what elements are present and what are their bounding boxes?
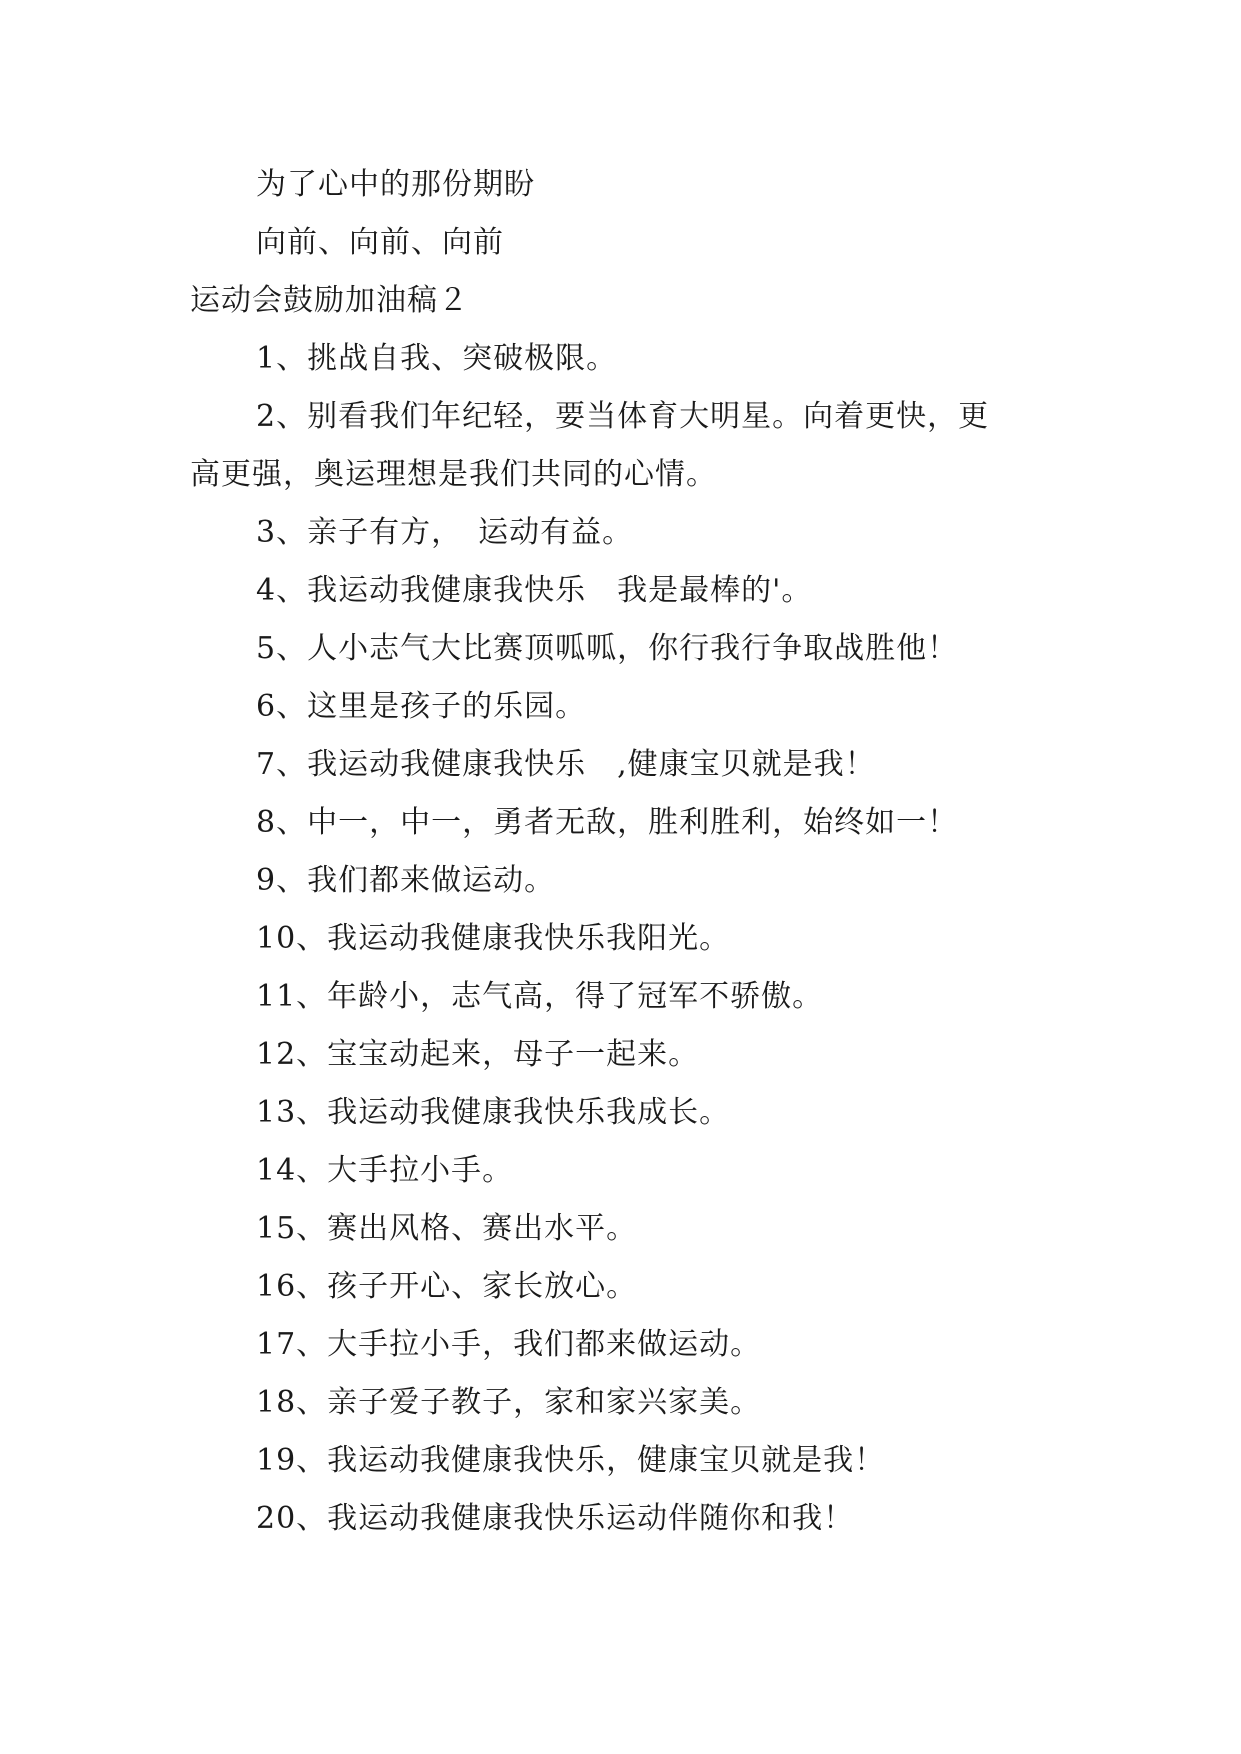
list-item: 5、人小志气大比赛顶呱呱，你行我行争取战胜他！ (256, 631, 959, 666)
list-item: 10、我运动我健康我快乐我阳光。 (256, 921, 731, 956)
list-item: 9、我们都来做运动。 (256, 863, 556, 898)
list-item: 14、大手拉小手。 (256, 1153, 514, 1188)
list-item: 20、我运动我健康我快乐运动伴随你和我！ (256, 1501, 855, 1536)
list-item: 12、宝宝动起来，母子一起来。 (256, 1037, 700, 1072)
section-title: 运动会鼓励加油稿２ (190, 283, 469, 318)
intro-line: 向前、向前、向前 (256, 225, 504, 260)
list-item: 8、中一，中一，勇者无敌，胜利胜利，始终如一！ (256, 805, 959, 840)
list-item: 13、我运动我健康我快乐我成长。 (256, 1095, 731, 1130)
list-item-continuation: 高更强，奥运理想是我们共同的心情。 (190, 457, 717, 492)
list-item: 15、赛出风格、赛出水平。 (256, 1211, 638, 1246)
list-item: 16、孩子开心、家长放心。 (256, 1269, 638, 1304)
list-item: 18、亲子爱子教子，家和家兴家美。 (256, 1385, 762, 1420)
list-item: 17、大手拉小手，我们都来做运动。 (256, 1327, 762, 1362)
intro-line: 为了心中的那份期盼 (256, 167, 535, 202)
list-item: 19、我运动我健康我快乐，健康宝贝就是我！ (256, 1443, 886, 1478)
list-item: 1、挑战自我、突破极限。 (256, 341, 618, 376)
list-item: 6、这里是孩子的乐园。 (256, 689, 587, 724)
list-item: 7、我运动我健康我快乐 ,健康宝贝就是我！ (256, 747, 876, 782)
list-item: 3、亲子有方， 运动有益。 (256, 515, 634, 550)
list-item: 11、年龄小，志气高，得了冠军不骄傲。 (256, 979, 824, 1014)
list-item: 2、别看我们年纪轻，要当体育大明星。向着更快，更 (256, 399, 990, 434)
list-item: 4、我运动我健康我快乐 我是最棒的'。 (256, 573, 813, 608)
